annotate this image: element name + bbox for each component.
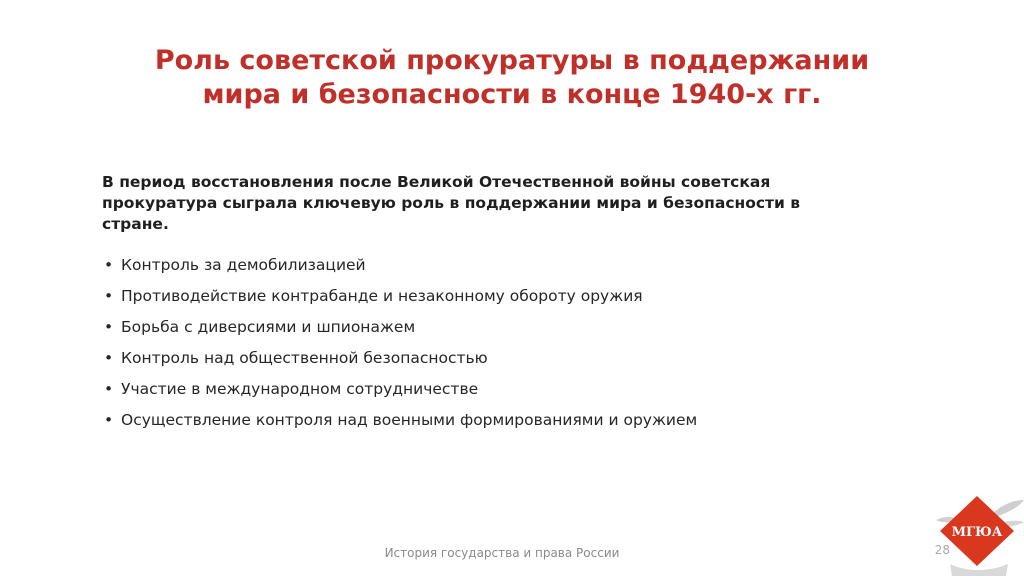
slide-title <box>80 44 944 112</box>
bullet-text: Противодействие контрабанде и незаконному обороту оружия <box>121 287 643 305</box>
bullet-dot-icon: • <box>104 287 114 305</box>
bullet-text: Осуществление контроля над военными формированиями и оружием <box>121 411 698 429</box>
slide-title-line-2: мира и безопасности в конце 1940-х гг. <box>202 79 822 110</box>
bullet-text: Контроль за демобилизацией <box>121 256 366 274</box>
mgua-logo <box>930 490 1024 576</box>
intro-line-2: прокуратура сыграла ключевую роль в поддержании мира и безопасности в <box>102 194 801 212</box>
bullet-text: Участие в международном сотрудничестве <box>121 380 479 398</box>
intro-line-3: стране. <box>102 215 169 233</box>
bullet-item <box>104 255 904 286</box>
intro-paragraph <box>102 172 902 235</box>
logo-text: МГЮА <box>951 525 1003 540</box>
bullet-text: Контроль над общественной безопасностью <box>121 349 488 367</box>
intro-line-1: В период восстановления после Великой Отечественной войны советская <box>102 173 771 191</box>
bullet-dot-icon: • <box>104 411 114 429</box>
slide-title-line-1: Роль советской прокуратуры в поддержании <box>154 45 870 76</box>
logo-wing-right-icon <box>994 500 1024 518</box>
bullet-dot-icon: • <box>104 256 114 274</box>
footer-course-title: История государства и права России <box>384 546 620 560</box>
bullet-dot-icon: • <box>104 318 114 336</box>
bullet-item <box>104 317 904 348</box>
bullet-text: Борьба с диверсиями и шпионажем <box>121 318 416 336</box>
bullet-list <box>104 255 904 441</box>
bullet-item <box>104 286 904 317</box>
bullet-item <box>104 379 904 410</box>
logo-base-icon <box>950 564 1008 576</box>
bullet-dot-icon: • <box>104 349 114 367</box>
bullet-item <box>104 348 904 379</box>
page-number: 28 <box>934 543 950 557</box>
bullet-item <box>104 410 904 441</box>
bullet-dot-icon: • <box>104 380 114 398</box>
